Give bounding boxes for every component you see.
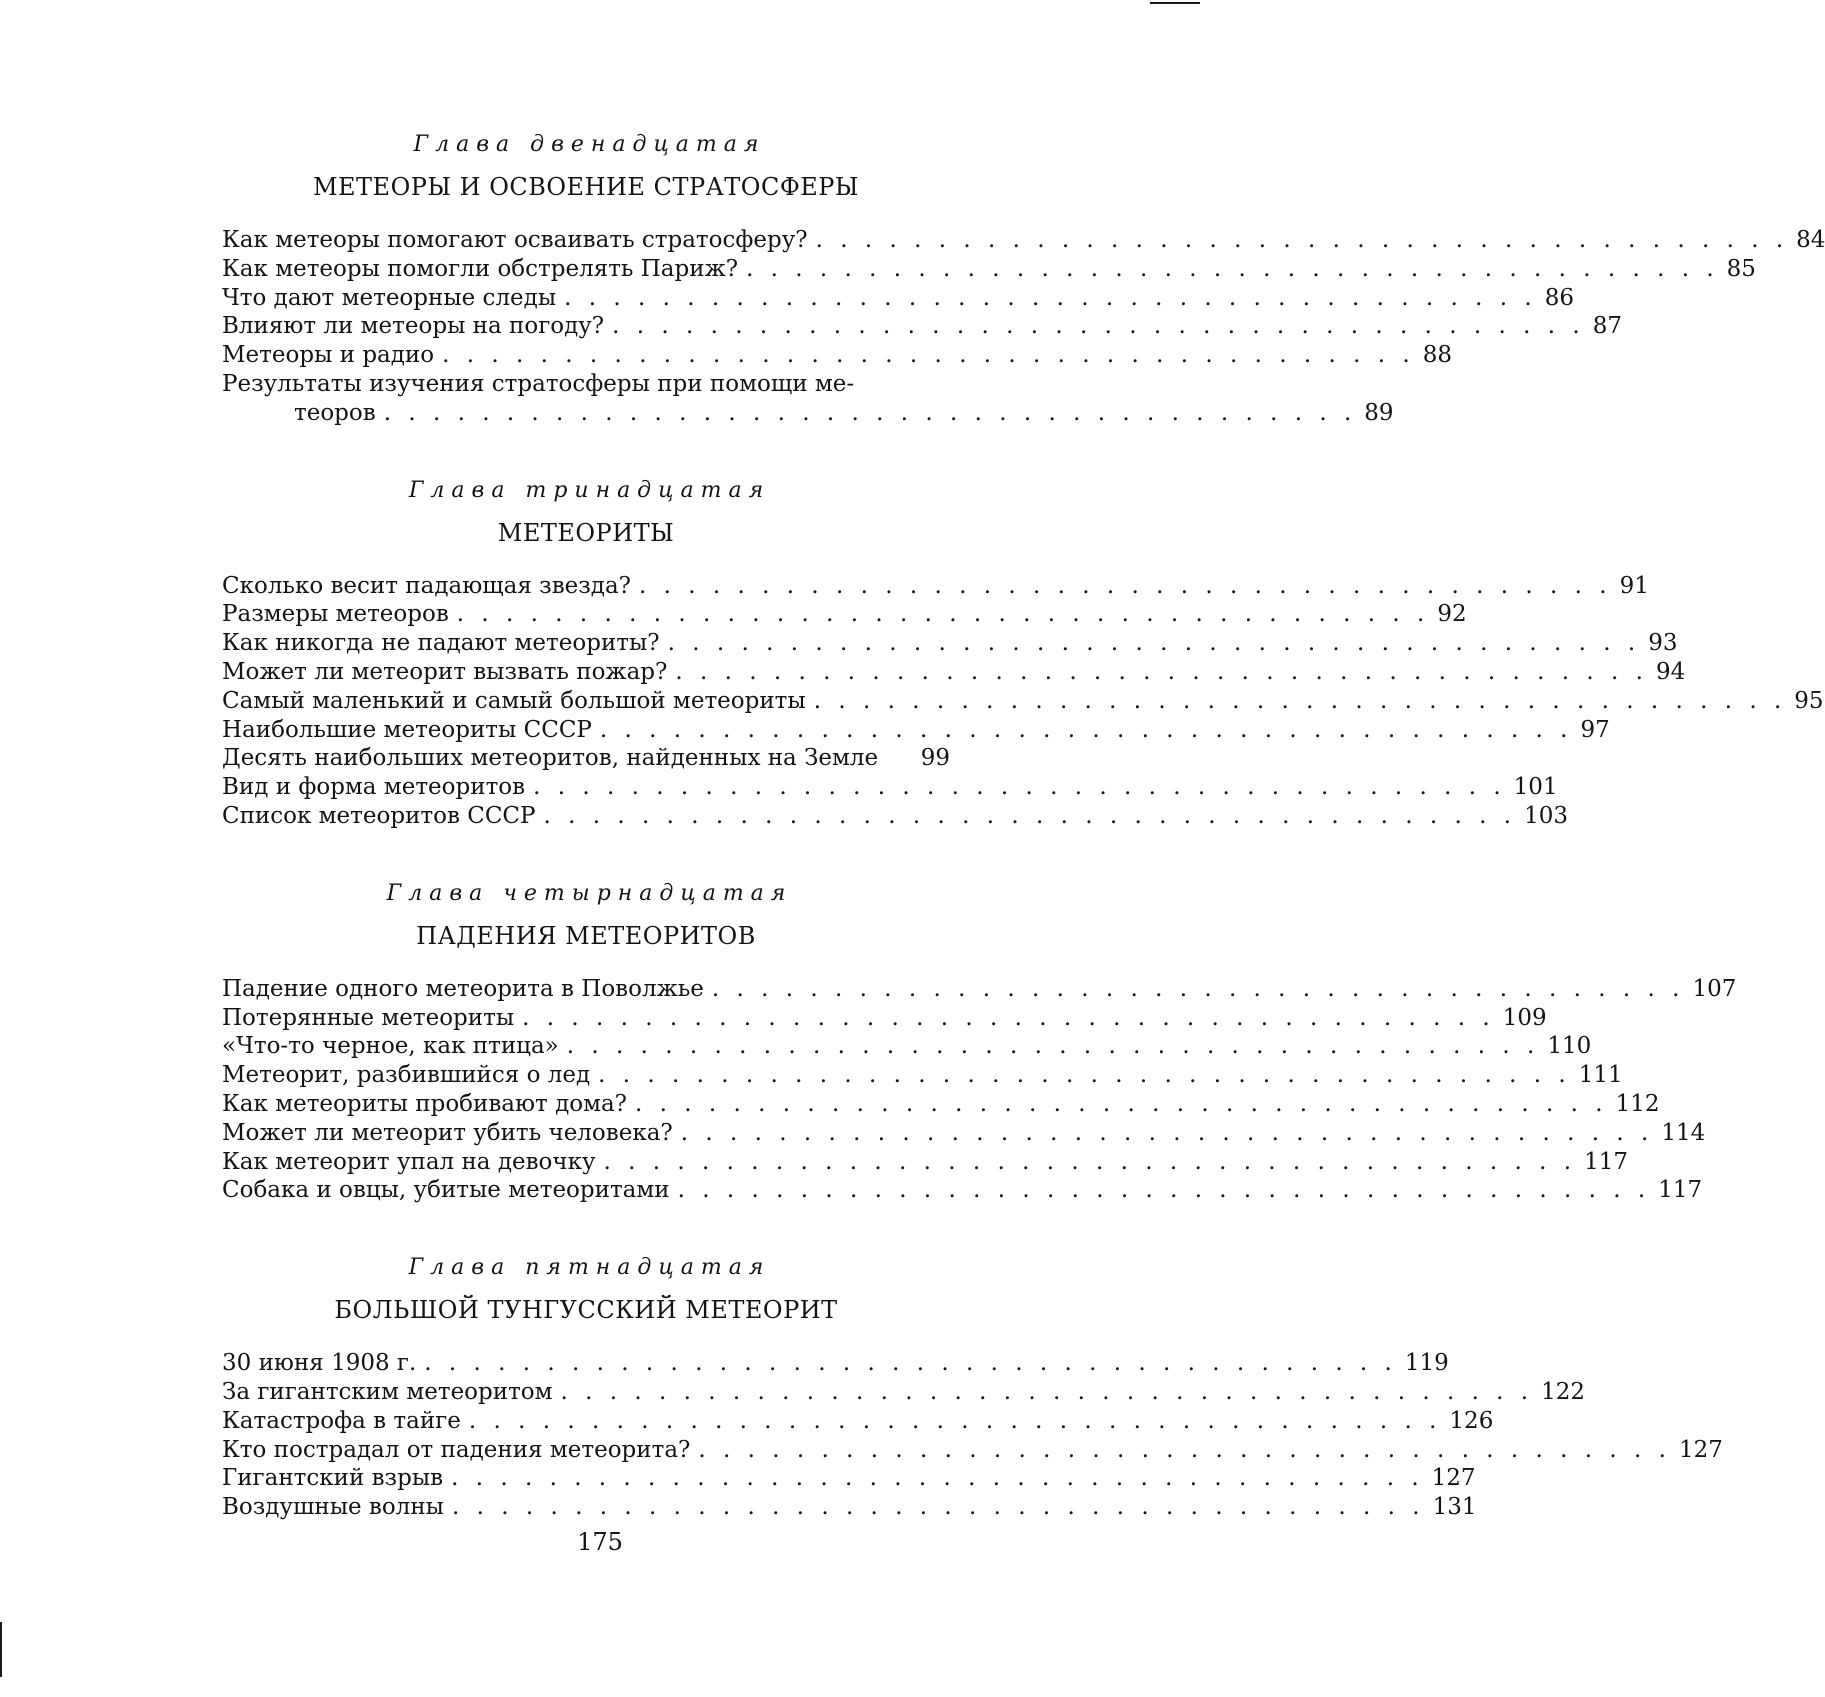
chapter-title: МЕТЕОРИТЫ	[497, 518, 675, 547]
chapter-heading: Глава двенадцатая	[413, 132, 766, 157]
toc-page-number: 99	[920, 745, 950, 772]
dot-leader: . . . . . . . . . . . . . . . . . . . . . . . . . . . . . . . . . . . . . . . .	[746, 255, 1719, 282]
toc-entry[interactable]	[222, 1378, 1586, 1407]
chapter-entries	[222, 975, 1737, 1205]
toc-page-number: 95	[1794, 687, 1824, 714]
toc-page-number: 131	[1432, 1494, 1477, 1521]
toc-page-number: 117	[1658, 1177, 1703, 1204]
chapter-heading: Глава четырнадцатая	[386, 880, 793, 906]
toc-entry-label: Гигантский взрыв	[222, 1465, 444, 1492]
dot-leader: . . . . . . . . . . . . . . . . . . . . . . . . . . . . . . . . . . . . . . . .	[442, 342, 1415, 369]
toc-entry-label: Десять наибольших метеоритов, найденных на Земле	[222, 745, 879, 772]
dot-leader: . . . . . . . . . . . . . . . . . . . . . . . . . . . . . . . . . . . . . . . .	[560, 1378, 1534, 1405]
chapter-section	[222, 1253, 1723, 1522]
toc-page-number: 97	[1580, 716, 1610, 743]
toc-page-number: 110	[1547, 1033, 1592, 1060]
toc-entry[interactable]	[222, 1090, 1660, 1119]
dot-leader: . . . . . . . . . . . . . . . . . . . . . . . . . . . . . . . . . . . . . . . .	[680, 1119, 1654, 1146]
toc-entry-label: 30 июня 1908 г.	[222, 1350, 417, 1377]
toc-page-number: 112	[1615, 1090, 1660, 1117]
toc-entry[interactable]	[222, 1119, 1706, 1148]
toc-entry-label-continuation: теоров	[294, 399, 376, 426]
dot-leader: . . . . . . . . . . . . . . . . . . . . . . . . . . . . . . . . . . . . . . . .	[522, 1004, 1495, 1031]
toc-entry[interactable]	[222, 1436, 1723, 1465]
toc-page-number: 109	[1502, 1004, 1547, 1031]
toc-entry-label: «Что-то черное, как птица»	[222, 1033, 559, 1060]
toc-page-number: 111	[1578, 1062, 1623, 1089]
toc-entry[interactable]	[222, 658, 1686, 687]
dot-leader: . . . . . . . . . . . . . . . . . . . . . . . . . . . . . . . . . . . . . . . .	[675, 658, 1648, 685]
dot-leader: . . . . . . . . . . . . . . . . . . . . . . . . . . . . . . . . . . . . . . . .	[599, 716, 1573, 743]
toc-page-number: 84	[1796, 227, 1825, 253]
toc-entry[interactable]	[222, 1407, 1494, 1436]
dot-leader: . . . . . . . . . . . . . . . . . . . . . . . . . . . . . . . . . . . . . . . .	[612, 313, 1585, 340]
toc-entry-label: Кто пострадал от падения метеорита?	[222, 1436, 691, 1463]
toc-page-number: 86	[1544, 284, 1574, 311]
toc-page-number: 122	[1541, 1378, 1586, 1405]
toc-entry[interactable]	[222, 1493, 1477, 1522]
toc-entry-label: Собака и овцы, убитые метеоритами	[222, 1177, 670, 1204]
toc-page-number: 93	[1648, 630, 1678, 657]
chapter-entries	[222, 1349, 1723, 1522]
scan-edge-mark-left	[0, 1622, 2, 1677]
toc-entry[interactable]	[222, 284, 1574, 313]
toc-entry-label: Результаты изучения стратосферы при помощи ме-	[222, 370, 855, 397]
page-number-footer: 175	[577, 1528, 623, 1556]
dot-leader: . . . . . . . . . . . . . . . . . . . . . . . . . . . . . . . . . . . . . . . .	[456, 601, 1430, 628]
toc-entry-label: Влияют ли метеоры на погоду?	[222, 313, 605, 340]
toc-page-number: 94	[1655, 658, 1686, 685]
toc-entry-label: Список метеоритов СССР	[222, 802, 536, 829]
toc-entry[interactable]	[222, 773, 1558, 802]
toc-entry-continuation	[222, 399, 1394, 428]
table-of-contents	[222, 130, 1825, 1570]
chapter-section	[222, 879, 1737, 1205]
toc-entry-label: Вид и форма метеоритов	[222, 774, 526, 801]
toc-entry[interactable]	[222, 226, 1825, 255]
toc-page-number: 117	[1584, 1148, 1628, 1175]
dot-leader: . . . . . . . . . . . . . . . . . . . . . . . . . . . . . . . . . . . . . . . .	[598, 1062, 1571, 1089]
dot-leader: . . . . . . . . . . . . . . . . . . . . . . . . . . . . . . . . . . . . . . . .	[543, 802, 1517, 829]
dot-leader: . . . . . . . . . . . . . . . . . . . . . . . . . . . . . . . . . . . . . . . .	[815, 227, 1789, 253]
toc-entry[interactable]	[222, 975, 1737, 1004]
dot-leader: . . . . . . . . . . . . . . . . . . . . . . . . . . . . . . . . . . . . . . . .	[451, 1465, 1424, 1492]
chapter-title: БОЛЬШОЙ ТУНГУССКИЙ МЕТЕОРИТ	[334, 1296, 838, 1325]
toc-entry[interactable]	[222, 687, 1824, 716]
toc-entry-label: Самый маленький и самый большой метеориты	[222, 687, 806, 714]
chapter-title: МЕТЕОРЫ И ОСВОЕНИЕ СТРАТОСФЕРЫ	[312, 173, 860, 201]
toc-entry[interactable]	[222, 1032, 1592, 1061]
toc-entry[interactable]	[222, 1176, 1703, 1205]
dot-leader: . . . . . . . . . . . . . . . . . . . . . . . . . . . . . . . . . . . . . . . .	[566, 1033, 1540, 1060]
toc-entry[interactable]	[222, 1148, 1628, 1177]
toc-entry[interactable]	[222, 1004, 1547, 1033]
toc-entry[interactable]	[222, 716, 1610, 745]
dot-leader: . . . . . . . . . . . . . . . . . . . . . . . . . . . . . . . . . . . . . . . .	[424, 1350, 1397, 1377]
toc-entry-label: Может ли метеорит вызвать пожар?	[222, 658, 668, 685]
dot-leader: . . . . . . . . . . . . . . . . . . . . . . . . . . . . . . . . . . . . . . . .	[603, 1148, 1577, 1175]
toc-page-number: 89	[1364, 399, 1394, 426]
dot-leader: . . . . . . . . . . . . . . . . . . . . . . . . . . . . . . . . . . . . . . . .	[635, 1090, 1608, 1117]
toc-entry[interactable]	[222, 255, 1756, 284]
dot-leader: . . . . . . . . . . . . . . . . . . . . . . . . . . . . . . . . . . . . . . . .	[533, 774, 1506, 801]
toc-entry-label: Как никогда не падают метеориты?	[222, 630, 660, 657]
dot-leader: . . . . . . . . . . . . . . . . . . . . . . . . . . . . . . . . . . . . . . . .	[468, 1407, 1442, 1434]
dot-leader: . . . . . . . . . . . . . . . . . . . . . . . . . . . . . . . . . . . . . . . .	[383, 399, 1357, 426]
toc-entry-label: Катастрофа в тайге	[222, 1407, 461, 1434]
toc-page-number: 127	[1431, 1465, 1476, 1492]
toc-entry-label: Сколько весит падающая звезда?	[222, 572, 632, 599]
toc-entry-label: Как метеориты пробивают дома?	[222, 1090, 628, 1117]
toc-page-number: 85	[1726, 255, 1756, 282]
dot-leader: . . . . . . . . . . . . . . . . . . . . . . . . . . . . . . . . . . . . . . . .	[677, 1177, 1651, 1204]
toc-entry-label: Как метеоры помогли обстрелять Париж?	[222, 255, 739, 282]
chapter-heading: Глава пятнадцатая	[408, 1255, 771, 1281]
toc-page-number: 126	[1449, 1407, 1494, 1434]
toc-entry-label: Потерянные метеориты	[222, 1004, 515, 1031]
dot-leader: . . . . . . . . . . . . . . . . . . . . . . . . . . . . . . . . . . . . . . . .	[451, 1494, 1425, 1521]
dot-leader: . . . . . . . . . . . . . . . . . . . . . . . . . . . . . . . . . . . . . . . .	[667, 630, 1641, 657]
toc-entry[interactable]	[222, 600, 1467, 629]
chapter-heading: Глава тринадцатая	[408, 477, 771, 503]
toc-page-number: 88	[1422, 342, 1452, 369]
scan-edge-mark-top	[1150, 2, 1200, 4]
toc-entry-label: Воздушные волны	[222, 1494, 444, 1521]
toc-entry-label: Падение одного метеорита в Поволжье	[222, 975, 704, 1002]
chapter-entries	[222, 572, 1824, 831]
dot-leader: . . . . . . . . . . . . . . . . . . . . . . . . . . . . . . . . . . . . . . . .	[711, 975, 1685, 1002]
chapter-section	[222, 130, 1825, 428]
toc-entry[interactable]	[222, 312, 1622, 341]
toc-entry[interactable]	[222, 1061, 1623, 1090]
chapter-entries	[222, 226, 1825, 428]
toc-entry[interactable]	[222, 1349, 1449, 1378]
dot-leader: . . . . . . . . . . . . . . . . . . . . . . . . . . . . . . . . . . . . . . . .	[698, 1436, 1671, 1463]
toc-page-number: 101	[1513, 774, 1558, 801]
chapter-title: ПАДЕНИЯ МЕТЕОРИТОВ	[416, 921, 756, 950]
toc-page-number: 87	[1592, 313, 1622, 340]
toc-entry[interactable]	[222, 744, 950, 773]
dot-leader: . . . . . . . . . . . . . . . . . . . . . . . . . . . . . . . . . . . . . . . .	[813, 687, 1787, 714]
toc-page-number: 103	[1524, 802, 1568, 829]
toc-page-number: 127	[1678, 1436, 1723, 1463]
toc-entry-label: Как метеоры помогают осваивать стратосферу?	[222, 227, 808, 253]
toc-entry-label: Метеорит, разбившийся о лед	[222, 1062, 591, 1089]
toc-page-number: 91	[1619, 572, 1649, 599]
toc-entry-label: Размеры метеоров	[222, 601, 449, 628]
toc-entry-label: Может ли метеорит убить человека?	[222, 1119, 673, 1146]
toc-page-number: 114	[1661, 1119, 1706, 1146]
toc-entry-label: За гигантским метеоритом	[222, 1378, 553, 1405]
toc-entry[interactable]	[222, 802, 1568, 831]
toc-page-number: 107	[1692, 975, 1737, 1002]
toc-entry-label: Как метеорит упал на девочку	[222, 1148, 596, 1175]
toc-entry-label: Что дают метеорные следы	[222, 284, 557, 311]
chapter-section	[222, 476, 1824, 831]
toc-entry-label: Метеоры и радио	[222, 342, 435, 369]
toc-entry-label: Наибольшие метеориты СССР	[222, 716, 592, 743]
dot-leader: . . . . . . . . . . . . . . . . . . . . . . . . . . . . . . . . . . . . . . . .	[639, 572, 1612, 599]
toc-page-number: 92	[1437, 601, 1467, 628]
toc-entry[interactable]	[222, 341, 1452, 370]
dot-leader: . . . . . . . . . . . . . . . . . . . . . . . . . . . . . . . . . . . . . . . .	[564, 284, 1537, 311]
toc-entry[interactable]	[222, 629, 1678, 658]
toc-entry[interactable]	[222, 1464, 1476, 1493]
toc-entry[interactable]	[222, 572, 1649, 601]
toc-page-number: 119	[1404, 1350, 1449, 1377]
toc-entry[interactable]	[222, 370, 1394, 428]
